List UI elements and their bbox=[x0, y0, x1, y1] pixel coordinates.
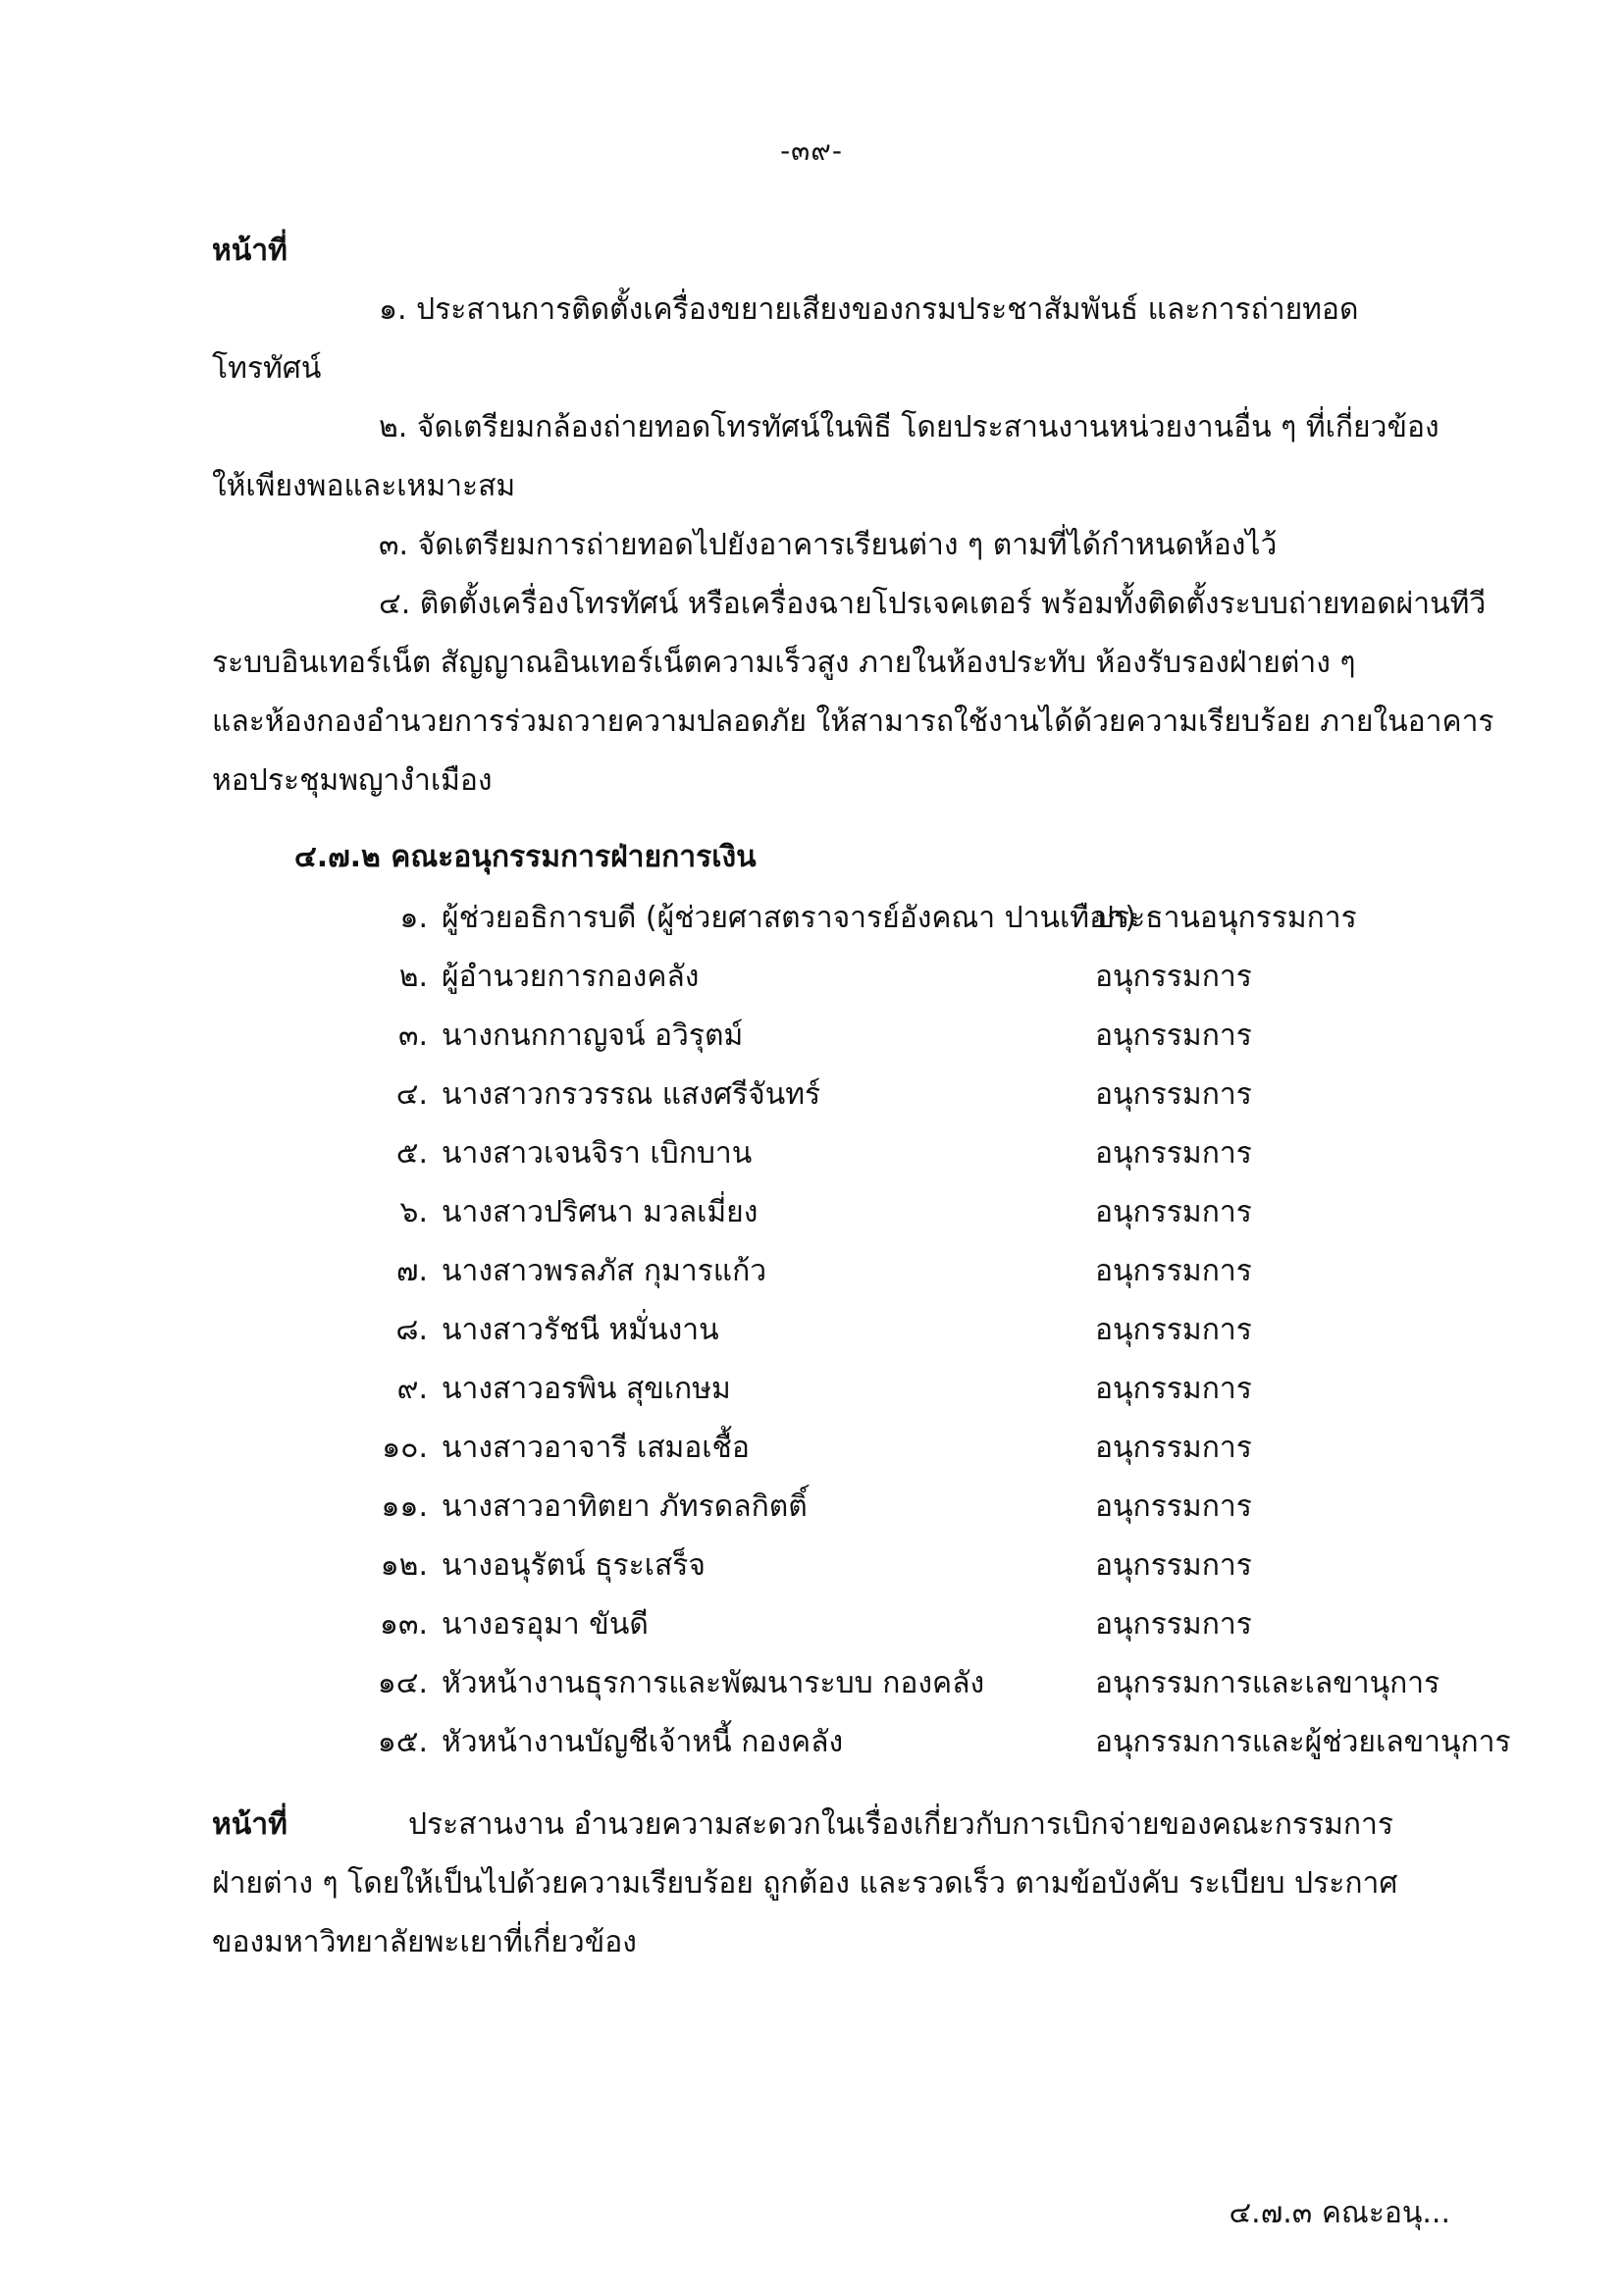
member-name: นางอรอุมา ขันดี bbox=[442, 1607, 649, 1642]
member-role: อนุกรรมการ bbox=[1095, 1607, 1252, 1642]
member-number: ๙. bbox=[396, 1372, 428, 1406]
duty-item-3-no: ๓. bbox=[379, 528, 409, 562]
member-name: ผู้อำนวยการกองคลัง bbox=[442, 960, 700, 994]
member-number: ๑๓. bbox=[379, 1607, 428, 1642]
member-row bbox=[0, 1719, 1623, 1778]
page-number: -๓๙- bbox=[780, 134, 843, 167]
member-number: ๒. bbox=[398, 960, 428, 994]
member-role: อนุกรรมการ bbox=[1095, 1489, 1252, 1524]
member-number: ๑๔. bbox=[377, 1666, 428, 1700]
member-row bbox=[0, 1484, 1623, 1542]
duty-item-1-text: ประสานการติดตั้งเครื่องขยายเสียงของกรมประชาสัมพันธ์ และการถ่ายทอด bbox=[416, 292, 1359, 327]
member-role: อนุกรรมการ bbox=[1095, 1372, 1252, 1406]
section2-duty bbox=[212, 1796, 1452, 1972]
section2-duty-line-2: ฝ่ายต่าง ๆ โดยให้เป็นไปด้วยความเรียบร้อย ถูกต้อง และรวดเร็ว ตามข้อบังคับ ระเบียบ ประกาศ bbox=[212, 1866, 1398, 1901]
member-number: ๑๕. bbox=[377, 1725, 428, 1759]
member-role: อนุกรรมการ bbox=[1095, 1018, 1252, 1053]
member-list bbox=[0, 895, 1623, 1778]
duty-item-1 bbox=[379, 287, 1358, 333]
member-row bbox=[0, 1366, 1623, 1425]
member-row bbox=[0, 954, 1623, 1013]
member-number: ๑๑. bbox=[381, 1489, 428, 1524]
duty-item-3 bbox=[379, 522, 1277, 568]
member-row bbox=[0, 1071, 1623, 1130]
section1-heading: หน้าที่ bbox=[212, 234, 288, 268]
member-row bbox=[0, 1307, 1623, 1366]
member-number: ๓. bbox=[397, 1018, 428, 1053]
member-name: นางสาวอรพิน สุขเกษม bbox=[442, 1372, 731, 1406]
member-name: ผู้ช่วยอธิการบดี (ผู้ช่วยศาสตราจารย์อังคณา ปานเทือก) bbox=[442, 901, 1136, 935]
member-name: หัวหน้างานธุรการและพัฒนาระบบ กองคลัง bbox=[442, 1666, 985, 1700]
member-row bbox=[0, 1248, 1623, 1307]
duty-item-2 bbox=[379, 404, 1440, 450]
member-name: นางสาวพรลภัส กุมารแก้ว bbox=[442, 1254, 767, 1288]
member-number: ๗. bbox=[395, 1254, 428, 1288]
member-role: อนุกรรมการ bbox=[1095, 1548, 1252, 1583]
duty-item-1-cont: โทรทัศน์ bbox=[212, 351, 322, 386]
section2-duty-label: หน้าที่ bbox=[212, 1807, 288, 1842]
member-row bbox=[0, 1425, 1623, 1484]
member-role: ประธานอนุกรรมการ bbox=[1095, 901, 1357, 935]
member-role: อนุกรรมการและเลขานุการ bbox=[1095, 1666, 1440, 1700]
member-role: อนุกรรมการ bbox=[1095, 960, 1252, 994]
duty-item-4 bbox=[379, 581, 1486, 627]
section2-duty-line-3: ของมหาวิทยาลัยพะเยาที่เกี่ยวข้อง bbox=[212, 1925, 637, 1959]
member-role: อนุกรรมการ bbox=[1095, 1077, 1252, 1112]
member-name: นางสาวเจนจิรา เบิกบาน bbox=[442, 1136, 753, 1171]
member-row bbox=[0, 1130, 1623, 1189]
member-name: นางอนุรัตน์ ธุระเสร็จ bbox=[442, 1548, 706, 1583]
member-name: นางสาวอาจารี เสมอเชื้อ bbox=[442, 1431, 750, 1465]
member-row bbox=[0, 1542, 1623, 1601]
duty-item-4-cont-2: และห้องกองอำนวยการร่วมถวายความปลอดภัย ให้สามารถใช้งานได้ด้วยความเรียบร้อย ภายในอาคาร bbox=[212, 704, 1494, 739]
duty-item-4-cont-1: ระบบอินเทอร์เน็ต สัญญาณอินเทอร์เน็ตความเร็วสูง ภายในห้องประทับ ห้องรับรองฝ่ายต่าง ๆ bbox=[212, 646, 1356, 680]
footer-reference: ๔.๗.๓ คณะอนุ... bbox=[1229, 2196, 1450, 2230]
member-name: หัวหน้างานบัญชีเจ้าหนี้ กองคลัง bbox=[442, 1725, 844, 1759]
member-role: อนุกรรมการ bbox=[1095, 1254, 1252, 1288]
member-row bbox=[0, 1660, 1623, 1719]
member-role: อนุกรรมการ bbox=[1095, 1195, 1252, 1229]
duty-item-1-no: ๑. bbox=[379, 292, 407, 327]
section2-duty-line-1 bbox=[212, 1796, 1452, 1854]
member-row bbox=[0, 1601, 1623, 1660]
member-role: อนุกรรมการ bbox=[1095, 1136, 1252, 1171]
duty-item-4-cont-3: หอประชุมพญางำเมือง bbox=[212, 763, 493, 798]
member-number: ๑. bbox=[399, 901, 428, 935]
duty-item-2-cont: ให้เพียงพอและเหมาะสม bbox=[212, 469, 516, 503]
member-number: ๑๐. bbox=[382, 1431, 428, 1465]
member-name: นางสาวกรวรรณ แสงศรีจันทร์ bbox=[442, 1077, 821, 1112]
member-number: ๖. bbox=[399, 1195, 428, 1229]
member-role: อนุกรรมการ bbox=[1095, 1431, 1252, 1465]
member-name: นางสาวปริศนา มวลเมี่ยง bbox=[442, 1195, 759, 1229]
member-row bbox=[0, 895, 1623, 954]
member-number: ๔. bbox=[395, 1077, 428, 1112]
duty-item-2-no: ๒. bbox=[379, 410, 408, 444]
duty-item-2-text: จัดเตรียมกล้องถ่ายทอดโทรทัศน์ในพิธี โดยประสานงานหน่วยงานอื่น ๆ ที่เกี่ยวข้อง bbox=[416, 410, 1440, 444]
duty-item-3-text: จัดเตรียมการถ่ายทอดไปยังอาคารเรียนต่าง ๆ ตามที่ได้กำหนดห้องไว้ bbox=[417, 528, 1278, 562]
duty-item-4-text: ติดตั้งเครื่องโทรทัศน์ หรือเครื่องฉายโปรเจคเตอร์ พร้อมทั้งติดตั้งระบบถ่ายทอดผ่านทีวี bbox=[419, 587, 1487, 621]
member-name: นางสาวรัชนี หมั่นงาน bbox=[442, 1313, 719, 1347]
member-number: ๕. bbox=[395, 1136, 428, 1171]
member-number: ๑๒. bbox=[380, 1548, 428, 1583]
member-number: ๘. bbox=[395, 1313, 428, 1347]
member-name: นางกนกกาญจน์ อวิรุตม์ bbox=[442, 1018, 744, 1053]
duty-item-4-no: ๔. bbox=[379, 587, 411, 621]
section2-duty-text: ประสานงาน อำนวยความสะดวกในเรื่องเกี่ยวกับการเบิกจ่ายของคณะกรรมการ bbox=[408, 1807, 1394, 1842]
section2-title: ๔.๗.๒ คณะอนุกรรมการฝ่ายการเงิน bbox=[294, 840, 757, 874]
member-row bbox=[0, 1189, 1623, 1248]
member-role: อนุกรรมการและผู้ช่วยเลขานุการ bbox=[1095, 1725, 1511, 1759]
member-role: อนุกรรมการ bbox=[1095, 1313, 1252, 1347]
member-name: นางสาวอาทิตยา ภัทรดลกิตติ์ bbox=[442, 1489, 808, 1524]
member-row bbox=[0, 1013, 1623, 1071]
